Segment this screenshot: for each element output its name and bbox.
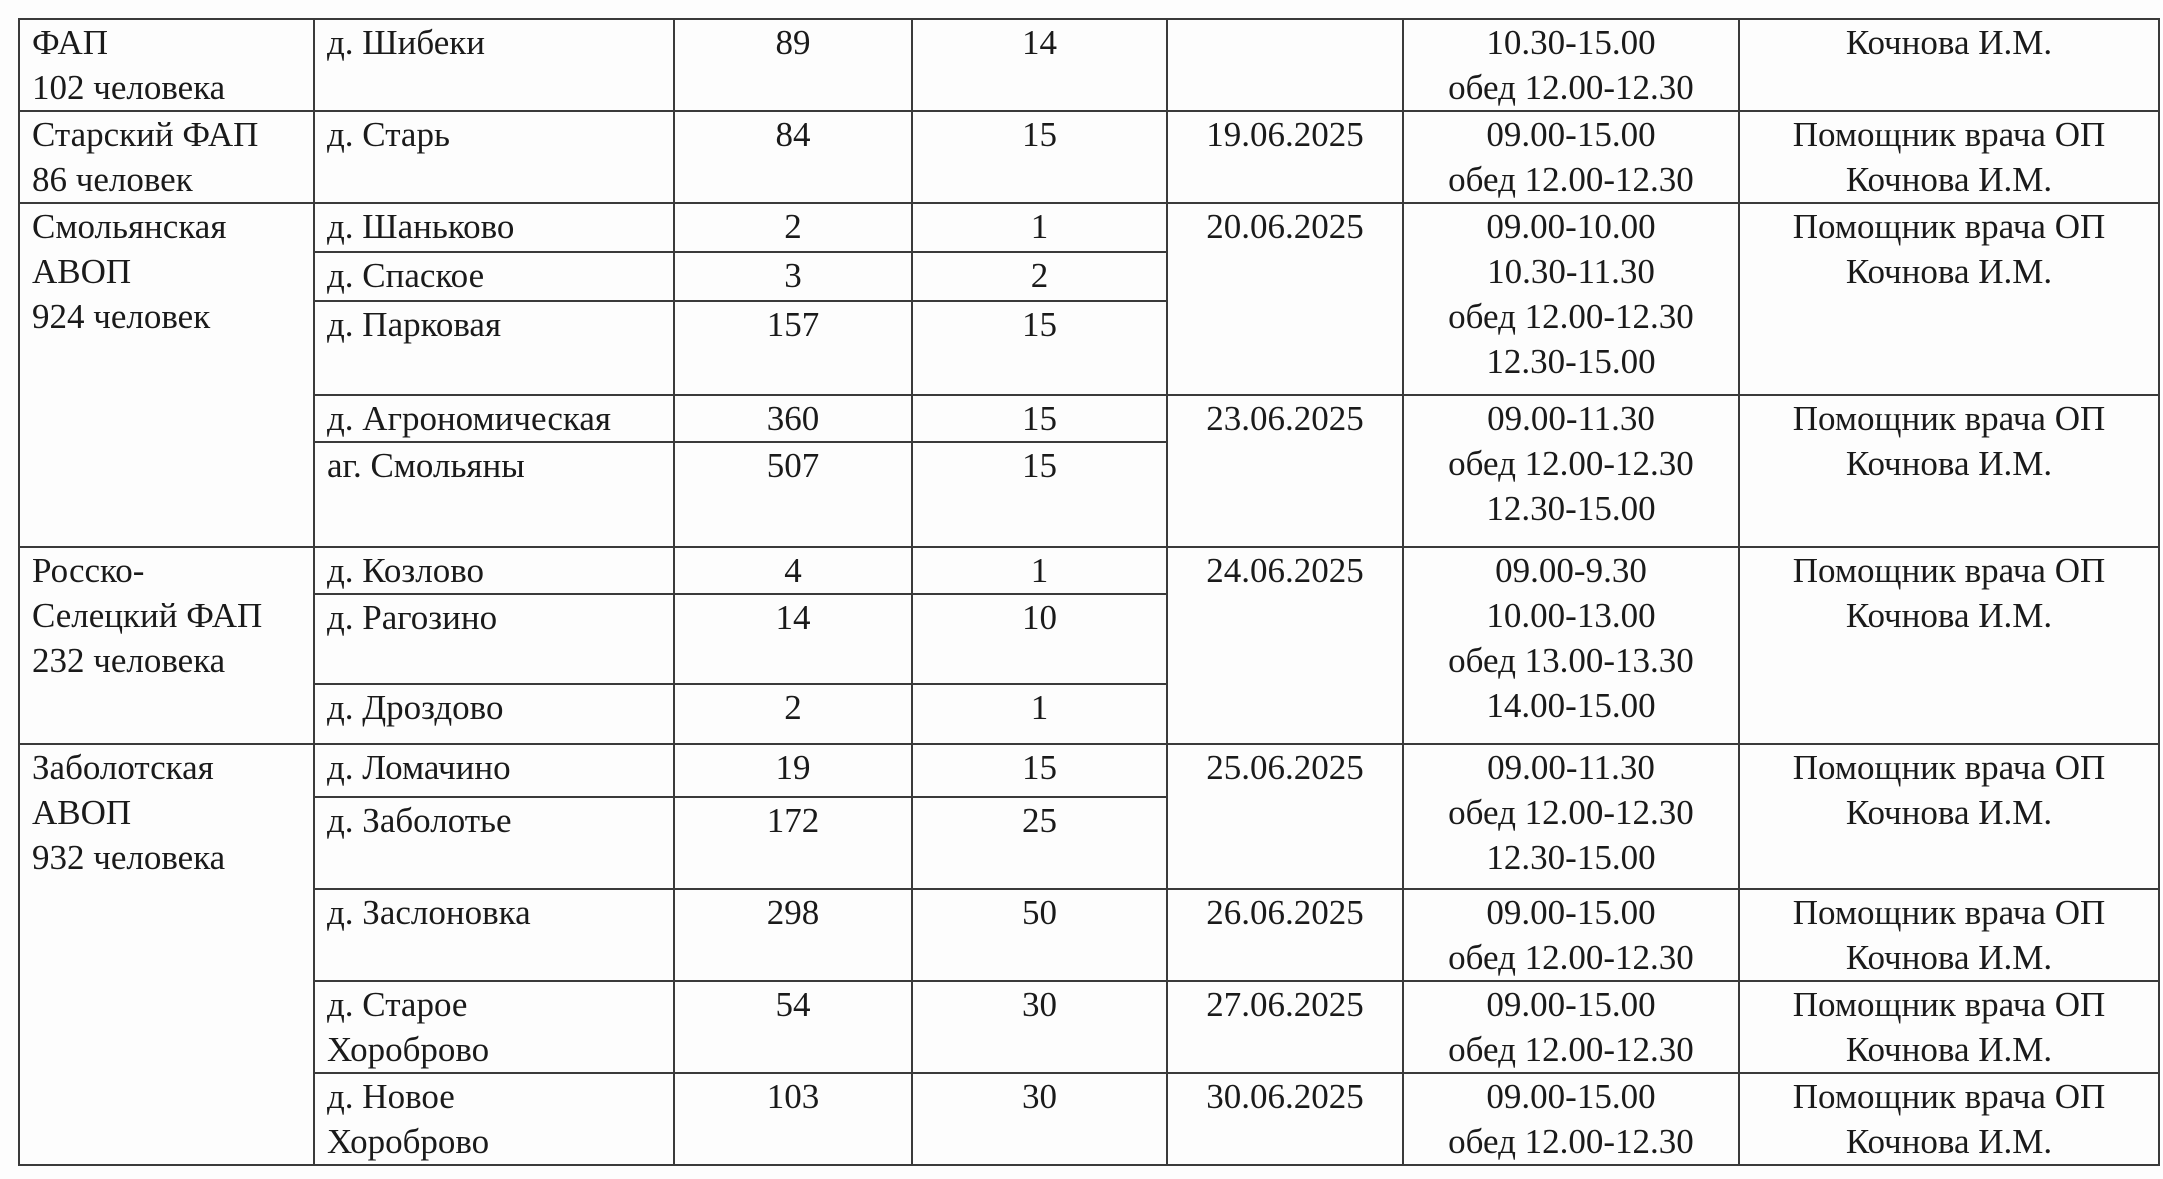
- area-name: Росско-: [32, 551, 145, 590]
- count-value: 2: [784, 688, 802, 727]
- table-row: [19, 547, 2159, 594]
- table-row: [19, 744, 2159, 797]
- village-name: д. Спаское: [327, 256, 485, 295]
- count-value: 360: [766, 399, 820, 438]
- area-name: АВОП: [32, 793, 132, 832]
- count-value: 15: [1022, 115, 1057, 154]
- responsible-cell: [1739, 889, 2159, 981]
- village-name: аг. Смольяны: [327, 446, 525, 485]
- count-cell: [674, 594, 912, 684]
- area-population: 232 человека: [32, 641, 226, 680]
- area-cell: [19, 19, 314, 111]
- time-line: 10.30-11.30: [1487, 252, 1655, 291]
- time-cell: [1403, 889, 1739, 981]
- date-value: 20.06.2025: [1206, 207, 1364, 246]
- count-cell: [912, 301, 1167, 395]
- count-cell: [674, 442, 912, 547]
- count-value: 157: [766, 305, 820, 344]
- area-population: 86 человек: [32, 160, 193, 199]
- village-name: Хороброво: [327, 1122, 490, 1161]
- time-line: обед 12.00-12.30: [1448, 1030, 1694, 1069]
- village-cell: [314, 203, 674, 252]
- responsible-cell: [1739, 1073, 2159, 1165]
- area-name: Селецкий ФАП: [32, 596, 263, 635]
- time-line: 10.30-15.00: [1486, 23, 1656, 62]
- count-cell: [674, 684, 912, 744]
- responsible-cell: [1739, 395, 2159, 547]
- count-value: 30: [1022, 1077, 1057, 1116]
- time-cell: [1403, 395, 1739, 547]
- table-row: [19, 889, 2159, 981]
- time-line: 10.00-13.00: [1486, 596, 1656, 635]
- count-cell: [674, 19, 912, 111]
- village-name: д. Новое: [327, 1077, 455, 1116]
- count-cell: [674, 797, 912, 889]
- time-line: обед 12.00-12.30: [1448, 793, 1694, 832]
- date-cell: [1167, 203, 1403, 395]
- responsible-line: Кочнова И.М.: [1845, 1122, 2053, 1161]
- count-cell: [912, 547, 1167, 594]
- time-line: 14.00-15.00: [1486, 686, 1656, 725]
- count-cell: [674, 981, 912, 1073]
- date-value: 25.06.2025: [1206, 748, 1364, 787]
- village-cell: [314, 301, 674, 395]
- responsible-cell: [1739, 203, 2159, 395]
- village-cell: [314, 797, 674, 889]
- responsible-line: Помощник врача ОП: [1792, 115, 2106, 154]
- count-value: 2: [784, 207, 802, 246]
- date-cell: [1167, 744, 1403, 889]
- village-cell: [314, 684, 674, 744]
- time-line: 09.00-15.00: [1486, 1077, 1656, 1116]
- area-name: Заболотская: [32, 748, 214, 787]
- time-line: обед 12.00-12.30: [1448, 938, 1694, 977]
- count-cell: [674, 111, 912, 203]
- count-value: 54: [775, 985, 811, 1024]
- date-cell: [1167, 395, 1403, 547]
- village-name: Хороброво: [327, 1030, 490, 1069]
- count-cell: [674, 744, 912, 797]
- count-value: 14: [1022, 23, 1057, 62]
- responsible-line: Помощник врача ОП: [1792, 893, 2106, 932]
- count-cell: [674, 301, 912, 395]
- area-population: 932 человека: [32, 838, 226, 877]
- count-value: 25: [1022, 801, 1057, 840]
- responsible-line: Кочнова И.М.: [1845, 596, 2053, 635]
- village-name: д. Старь: [327, 115, 450, 154]
- date-cell: [1167, 19, 1403, 111]
- date-cell: [1167, 111, 1403, 203]
- village-cell: [314, 111, 674, 203]
- time-line: 09.00-11.30: [1487, 399, 1655, 438]
- responsible-line: Кочнова И.М.: [1845, 160, 2053, 199]
- table-row: [19, 19, 2159, 111]
- time-line: 09.00-15.00: [1486, 893, 1656, 932]
- village-cell: [314, 547, 674, 594]
- table-row: [19, 111, 2159, 203]
- count-cell: [912, 252, 1167, 301]
- count-value: 15: [1022, 446, 1057, 485]
- count-value: 14: [775, 598, 811, 637]
- time-line: 09.00-15.00: [1486, 985, 1656, 1024]
- village-cell: [314, 744, 674, 797]
- area-cell: [19, 111, 314, 203]
- time-cell: [1403, 547, 1739, 744]
- area-name: АВОП: [32, 252, 132, 291]
- area-population: 102 человека: [32, 68, 226, 107]
- date-value: 19.06.2025: [1206, 115, 1364, 154]
- count-cell: [674, 395, 912, 442]
- village-name: д. Шаньково: [327, 207, 515, 246]
- village-name: д. Рагозино: [327, 598, 498, 637]
- area-population: 924 человек: [32, 297, 211, 336]
- responsible-cell: [1739, 981, 2159, 1073]
- count-cell: [912, 684, 1167, 744]
- village-cell: [314, 1073, 674, 1165]
- responsible-line: Помощник врача ОП: [1792, 551, 2106, 590]
- count-value: 298: [766, 893, 820, 932]
- area-cell: [19, 744, 314, 1165]
- time-line: 09.00-11.30: [1487, 748, 1655, 787]
- responsible-cell: [1739, 111, 2159, 203]
- count-cell: [674, 547, 912, 594]
- count-value: 84: [775, 115, 811, 154]
- time-line: обед 12.00-12.30: [1448, 1122, 1694, 1161]
- count-value: 15: [1022, 399, 1057, 438]
- time-cell: [1403, 19, 1739, 111]
- count-cell: [912, 594, 1167, 684]
- count-cell: [912, 744, 1167, 797]
- village-name: д. Заслоновка: [327, 893, 531, 932]
- time-line: обед 12.00-12.30: [1448, 444, 1694, 483]
- responsible-line: Кочнова И.М.: [1845, 1030, 2053, 1069]
- count-value: 172: [766, 801, 820, 840]
- count-cell: [912, 889, 1167, 981]
- date-cell: [1167, 547, 1403, 744]
- village-name: д. Ломачино: [327, 748, 511, 787]
- date-cell: [1167, 981, 1403, 1073]
- village-cell: [314, 594, 674, 684]
- date-value: 23.06.2025: [1206, 399, 1364, 438]
- responsible-line: Помощник врача ОП: [1792, 1077, 2106, 1116]
- time-cell: [1403, 203, 1739, 395]
- count-cell: [674, 252, 912, 301]
- count-value: 50: [1022, 893, 1057, 932]
- village-cell: [314, 395, 674, 442]
- time-cell: [1403, 111, 1739, 203]
- time-line: 09.00-10.00: [1486, 207, 1656, 246]
- count-value: 15: [1022, 305, 1057, 344]
- time-cell: [1403, 744, 1739, 889]
- time-line: 09.00-9.30: [1495, 551, 1647, 590]
- responsible-line: Помощник врача ОП: [1792, 399, 2106, 438]
- count-value: 1: [1030, 688, 1049, 727]
- count-cell: [912, 395, 1167, 442]
- village-cell: [314, 889, 674, 981]
- village-name: д. Козлово: [327, 551, 484, 590]
- time-cell: [1403, 1073, 1739, 1165]
- table-row: [19, 395, 2159, 442]
- time-line: обед 12.00-12.30: [1448, 297, 1694, 336]
- time-line: обед 13.00-13.30: [1448, 641, 1694, 680]
- table-row: [19, 1073, 2159, 1165]
- count-cell: [912, 442, 1167, 547]
- village-name: д. Агрономическая: [327, 399, 612, 438]
- time-line: 12.30-15.00: [1486, 838, 1656, 877]
- count-value: 1: [1030, 551, 1049, 590]
- village-cell: [314, 252, 674, 301]
- count-value: 103: [766, 1077, 820, 1116]
- time-line: обед 12.00-12.30: [1448, 160, 1694, 199]
- time-line: 12.30-15.00: [1486, 342, 1656, 381]
- schedule-table: [18, 18, 2160, 1166]
- table-row: [19, 981, 2159, 1073]
- area-name: Старский ФАП: [32, 115, 259, 154]
- responsible-line: Помощник врача ОП: [1792, 207, 2106, 246]
- responsible-line: Кочнова И.М.: [1845, 938, 2053, 977]
- count-cell: [912, 111, 1167, 203]
- count-value: 4: [784, 551, 802, 590]
- responsible-cell: [1739, 19, 2159, 111]
- count-cell: [912, 203, 1167, 252]
- time-line: 09.00-15.00: [1486, 115, 1656, 154]
- count-value: 89: [775, 23, 811, 62]
- count-value: 19: [775, 748, 811, 787]
- village-name: д. Шибеки: [327, 23, 485, 62]
- responsible-line: Кочнова И.М.: [1845, 444, 2053, 483]
- village-name: д. Дроздово: [327, 688, 504, 727]
- village-cell: [314, 19, 674, 111]
- date-value: 24.06.2025: [1206, 551, 1364, 590]
- responsible-cell: [1739, 547, 2159, 744]
- time-line: обед 12.00-12.30: [1448, 68, 1694, 107]
- responsible-line: Кочнова И.М.: [1845, 252, 2053, 291]
- village-cell: [314, 981, 674, 1073]
- village-name: д. Заболотье: [327, 801, 512, 840]
- date-value: 30.06.2025: [1206, 1077, 1364, 1116]
- date-value: 26.06.2025: [1206, 893, 1364, 932]
- count-value: 10: [1022, 598, 1057, 637]
- area-cell: [19, 547, 314, 744]
- date-cell: [1167, 1073, 1403, 1165]
- village-name: д. Парковая: [327, 305, 502, 344]
- count-cell: [674, 203, 912, 252]
- area-name: Смольянская: [32, 207, 227, 246]
- count-value: 2: [1030, 256, 1049, 295]
- time-line: 12.30-15.00: [1486, 489, 1656, 528]
- count-value: 507: [766, 446, 820, 485]
- count-value: 3: [784, 256, 802, 295]
- responsible-line: Помощник врача ОП: [1792, 985, 2106, 1024]
- table-row: [19, 203, 2159, 252]
- count-cell: [912, 19, 1167, 111]
- responsible-line: Кочнова И.М.: [1845, 793, 2053, 832]
- count-value: 1: [1030, 207, 1049, 246]
- count-cell: [674, 1073, 912, 1165]
- responsible-line: Помощник врача ОП: [1792, 748, 2106, 787]
- count-cell: [912, 981, 1167, 1073]
- date-value: 27.06.2025: [1206, 985, 1364, 1024]
- village-cell: [314, 442, 674, 547]
- count-value: 15: [1022, 748, 1057, 787]
- area-cell: [19, 203, 314, 547]
- village-name: д. Старое: [327, 985, 468, 1024]
- count-cell: [912, 797, 1167, 889]
- count-cell: [912, 1073, 1167, 1165]
- date-cell: [1167, 889, 1403, 981]
- count-cell: [674, 889, 912, 981]
- responsible-cell: [1739, 744, 2159, 889]
- count-value: 30: [1022, 985, 1057, 1024]
- responsible-line: Кочнова И.М.: [1845, 23, 2053, 62]
- area-name: ФАП: [32, 23, 108, 62]
- time-cell: [1403, 981, 1739, 1073]
